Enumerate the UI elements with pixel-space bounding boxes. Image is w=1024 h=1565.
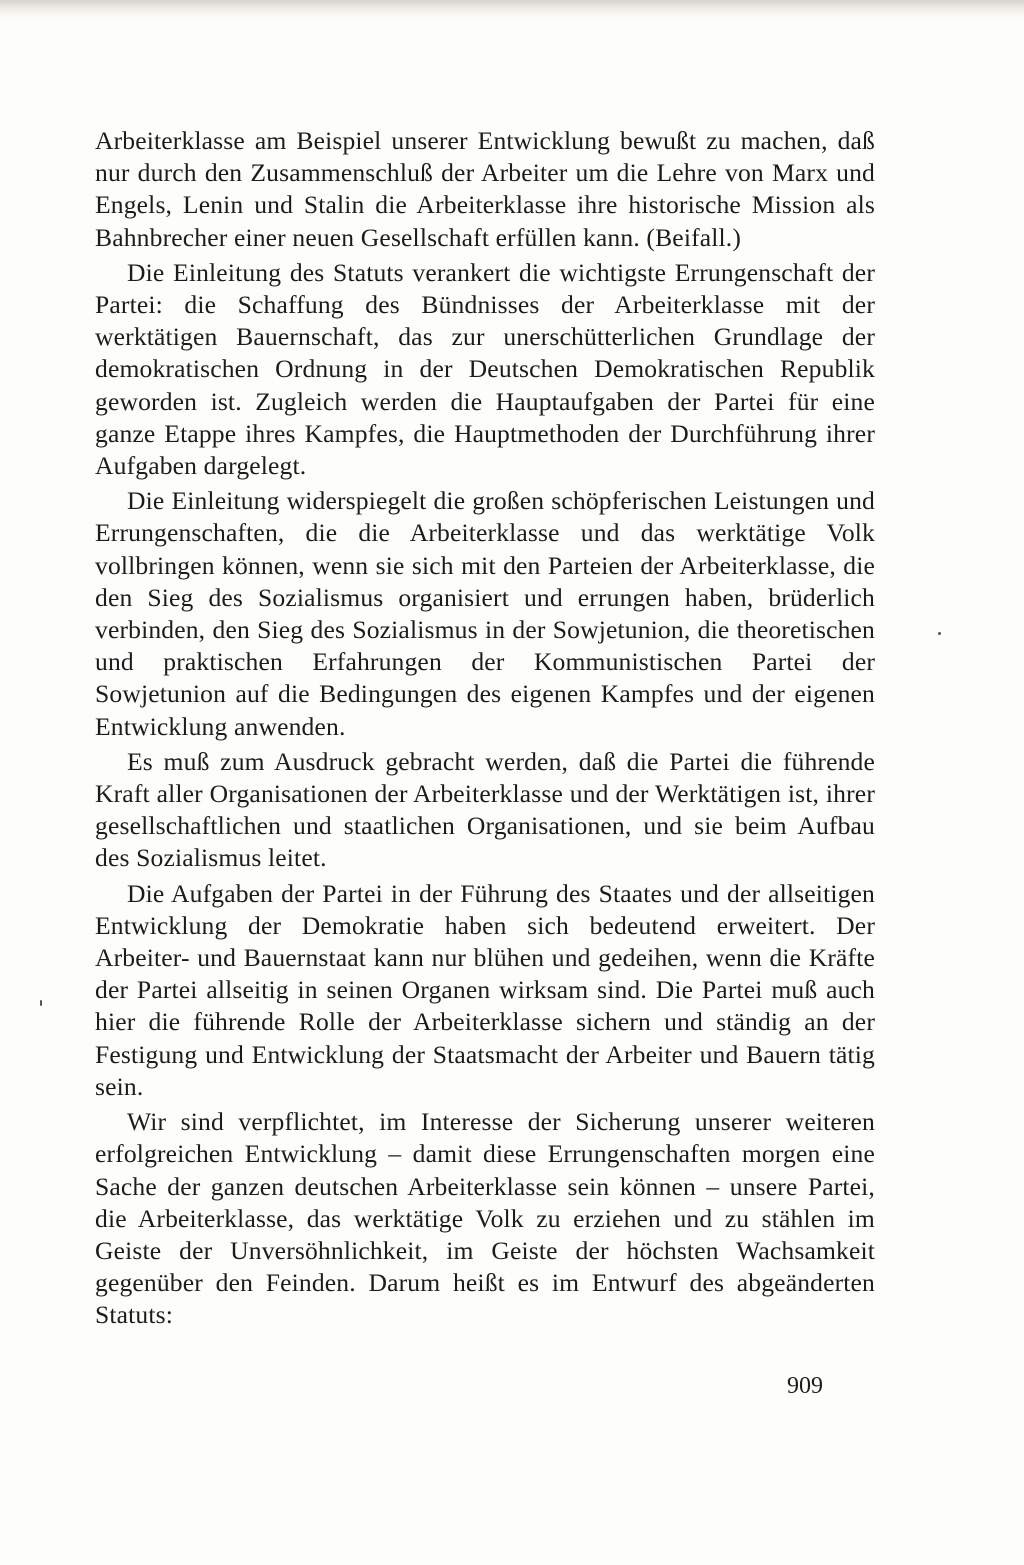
paragraph-6: Wir sind verpflichtet, im Interesse der Sicherung unserer weiteren erfolgreichen Entwicklung – damit diese Errungenschaften morgen eine Sache der ganzen deutschen Arbeiterklasse sein können – unsere Partei, die Arbeiterklasse, das werktätige Volk zu erziehen und zu stählen im Geiste der Unversöhnlichkeit, im Geiste der höchsten Wachsamkeit gegenüber den Feinden. Darum heißt es im Entwurf des abgeänderten Statuts: bbox=[95, 1107, 875, 1330]
paragraph-3: Die Einleitung widerspiegelt die großen schöpferischen Leistungen und Errungenschaften, die die Arbeiterklasse und das werktätige Volk vollbringen können, wenn sie sich mit den Parteien der Arbeiterklasse, die den Sieg des Sozialismus organisiert und errungen haben, brüderlich verbinden, den Sieg des Sozialismus in der Sowjetunion, die theoretischen und praktischen Erfahrungen der Kommunistischen Partei der Sowjetunion auf die Bedingungen des eigenen Kampfes und der eigenen Entwicklung anwenden. bbox=[95, 486, 875, 741]
scan-speck bbox=[40, 1000, 42, 1006]
paragraph-1: Arbeiterklasse am Beispiel unserer Entwicklung bewußt zu machen, daß nur durch den Zusammenschluß der Arbeiter um die Lehre von Marx und Engels, Lenin und Stalin die Arbeiterklasse ihre historische Mission als Bahnbrecher einer neuen Gesellschaft erfüllen kann. (Beifall.) bbox=[95, 126, 875, 252]
paragraph-2: Die Einleitung des Statuts verankert die wichtigste Errungenschaft der Partei: die Schaffung des Bündnisses der Arbeiterklasse mit der werktätigen Bauernschaft, das zur unerschütterlichen Grundlage der demokratischen Ordnung in der Deutschen Demokratischen Republik geworden ist. Zugleich werden die Hauptaufgaben der Partei für eine ganze Etappe ihres Kampfes, die Hauptmethoden der Durchführung ihrer Aufgaben dargelegt. bbox=[95, 257, 875, 481]
paragraph-5: Die Aufgaben der Partei in der Führung des Staates und der allseitigen Entwicklung der Demokratie haben sich bedeutend erweitert. Der Arbeiter- und Bauernstaat kann nur blühen und gedeihen, wenn die Kräfte der Partei allseitig in seinen Organen wirksam sind. Die Partei muß auch hier die führende Rolle der Arbeiterklasse sichern und ständig an der Festigung und Entwicklung der Staatsmacht der Arbeiter und Bauern tätig sein. bbox=[95, 878, 875, 1101]
paragraph-4: Es muß zum Ausdruck gebracht werden, daß die Partei die führende Kraft aller Organisationen der Arbeiterklasse und der Werktätigen ist, ihrer gesellschaftlichen und staatlichen Organisationen, und sie beim Aufbau des Sozialismus leitet. bbox=[95, 746, 875, 873]
body-text bbox=[95, 125, 875, 1335]
page-number: 909 bbox=[787, 1373, 823, 1399]
scan-speck bbox=[938, 632, 941, 635]
scan-top-edge bbox=[0, 0, 1024, 18]
